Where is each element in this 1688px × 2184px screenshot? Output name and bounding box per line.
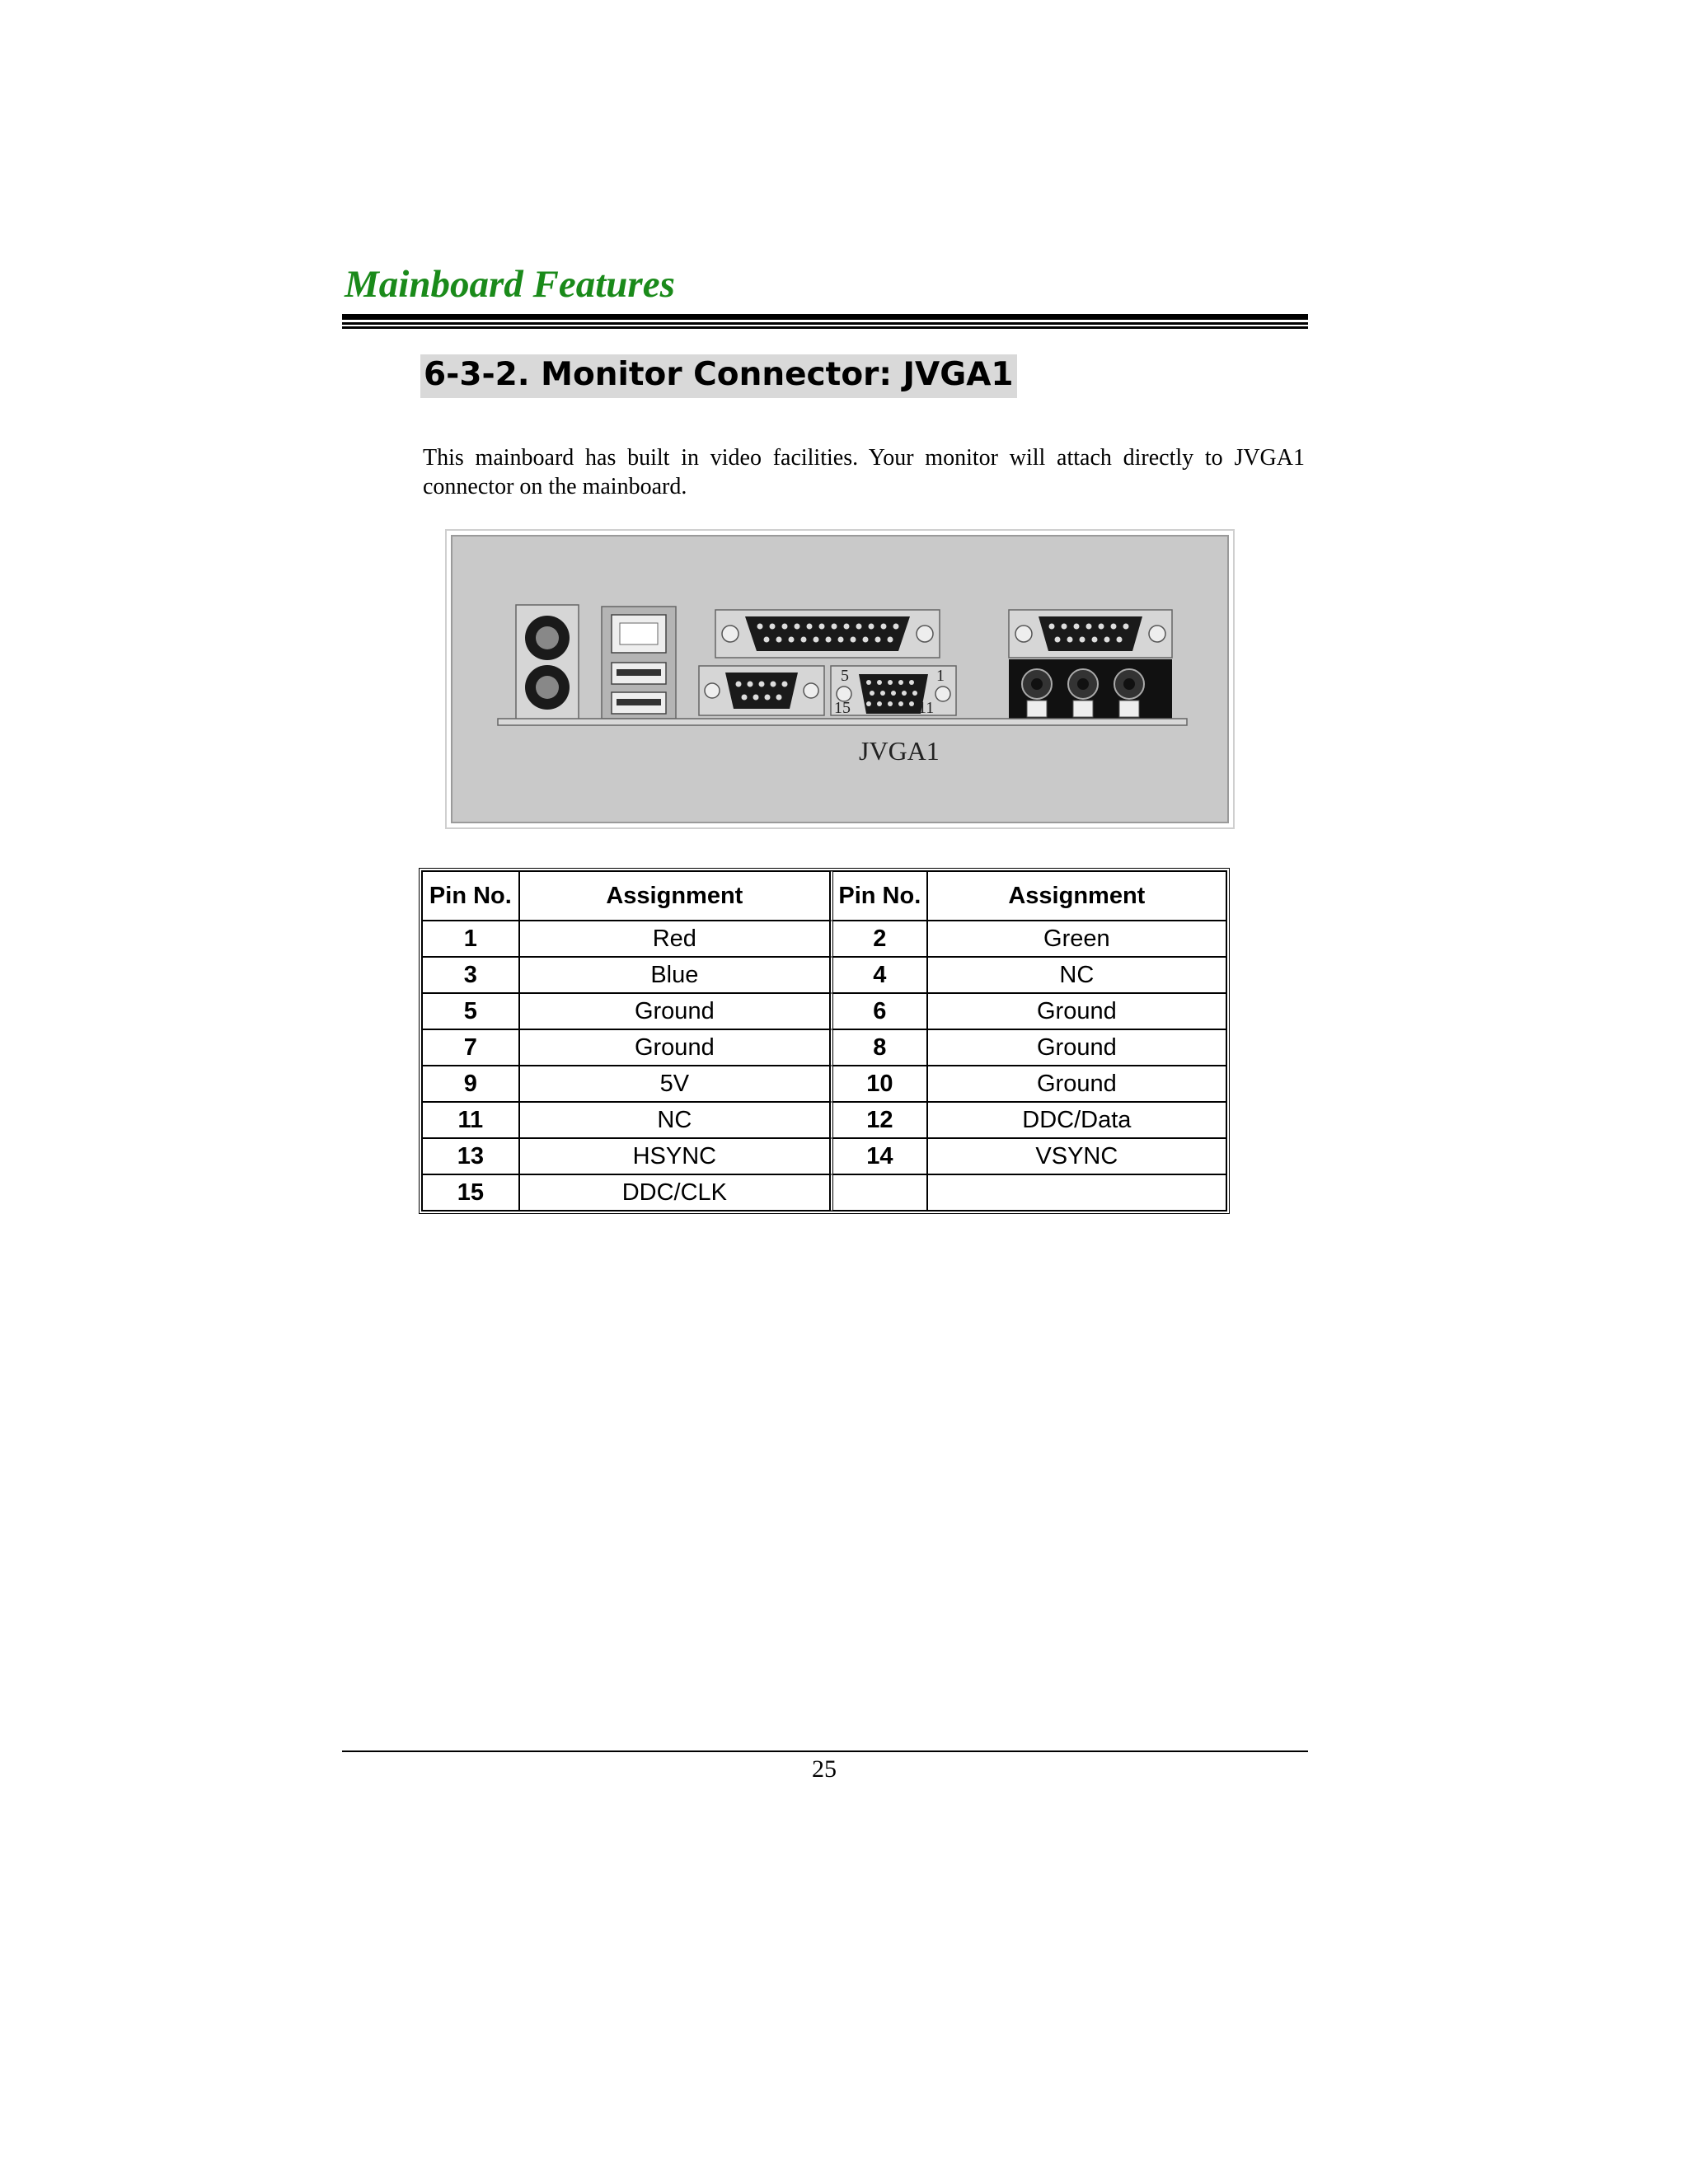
pin-number: 5 bbox=[422, 993, 519, 1029]
pin-assignment: Ground bbox=[927, 1029, 1226, 1066]
lan-usb-ports-icon bbox=[602, 607, 676, 719]
pin-assignment: Ground bbox=[927, 1066, 1226, 1102]
pin-number: 15 bbox=[422, 1174, 519, 1211]
pin-number: 3 bbox=[422, 957, 519, 993]
section-title: 6-3-2. Monitor Connector: JVGA1 bbox=[420, 354, 1017, 398]
game-audio-ports-icon bbox=[1009, 610, 1172, 719]
header-rule-bottom bbox=[342, 326, 1308, 329]
pin-number: 2 bbox=[830, 921, 927, 957]
io-bracket-base bbox=[498, 719, 1187, 725]
pin-assignment: Green bbox=[927, 921, 1226, 957]
ps2-ports-icon bbox=[516, 605, 579, 720]
header-pin-no: Pin No. bbox=[830, 871, 927, 921]
pin-number: 13 bbox=[422, 1138, 519, 1174]
pin-assignment: VSYNC bbox=[927, 1138, 1226, 1174]
pin-assignment-table bbox=[419, 868, 1230, 1214]
pin-number: 6 bbox=[830, 993, 927, 1029]
pin-assignment: Blue bbox=[519, 957, 830, 993]
header-rule-thin bbox=[342, 322, 1308, 325]
pin-assignment: DDC/CLK bbox=[519, 1174, 830, 1211]
page-number: 25 bbox=[812, 1755, 837, 1783]
page-header-title: Mainboard Features bbox=[345, 263, 675, 306]
vga-pin-label-top-right: 1 bbox=[936, 667, 945, 685]
pin-assignment: Ground bbox=[519, 1029, 830, 1066]
pin-assignment: Ground bbox=[927, 993, 1226, 1029]
connector-label: JVGA1 bbox=[859, 736, 940, 766]
pin-assignment: Ground bbox=[519, 993, 830, 1029]
pin-number: 4 bbox=[830, 957, 927, 993]
intro-paragraph: This mainboard has built in video facilities. Your monitor will attach directly to JVGA1 connector on the mainboard. bbox=[423, 445, 1305, 499]
pin-number: 11 bbox=[422, 1102, 519, 1138]
pin-number: 12 bbox=[830, 1102, 927, 1138]
vga-port-icon bbox=[831, 666, 956, 717]
pin-assignment: 5V bbox=[519, 1066, 830, 1102]
pin-assignment: NC bbox=[927, 957, 1226, 993]
pin-number: 9 bbox=[422, 1066, 519, 1102]
pin-number: 8 bbox=[830, 1029, 927, 1066]
table-row bbox=[422, 1029, 1226, 1066]
header-assignment: Assignment bbox=[927, 871, 1226, 921]
pin-assignment: DDC/Data bbox=[927, 1102, 1226, 1138]
pin-number: 7 bbox=[422, 1029, 519, 1066]
vga-pin-label-bottom-left: 15 bbox=[834, 699, 851, 717]
header-rule-thick bbox=[342, 314, 1308, 320]
table-row bbox=[422, 921, 1226, 957]
pin-assignment bbox=[927, 1174, 1226, 1211]
pin-number: 1 bbox=[422, 921, 519, 957]
pin-assignment: HSYNC bbox=[519, 1138, 830, 1174]
header-pin-no: Pin No. bbox=[422, 871, 519, 921]
table-row bbox=[422, 1102, 1226, 1138]
pin-assignment: NC bbox=[519, 1102, 830, 1138]
table-header-row bbox=[422, 871, 1226, 921]
pin-number: 10 bbox=[830, 1066, 927, 1102]
vga-pin-label-top-left: 5 bbox=[841, 667, 849, 685]
table-row bbox=[422, 1066, 1226, 1102]
parallel-port-icon bbox=[715, 610, 940, 658]
vga-pin-label-bottom-right: 11 bbox=[918, 699, 935, 717]
pin-number: 14 bbox=[830, 1138, 927, 1174]
pin-number bbox=[830, 1174, 927, 1211]
table-row bbox=[422, 1174, 1226, 1211]
serial-port-icon bbox=[699, 666, 824, 715]
table-row bbox=[422, 1138, 1226, 1174]
table-row bbox=[422, 993, 1226, 1029]
back-panel-figure bbox=[445, 529, 1235, 829]
pin-assignment: Red bbox=[519, 921, 830, 957]
header-assignment: Assignment bbox=[519, 871, 830, 921]
footer-rule bbox=[342, 1750, 1308, 1752]
table-row bbox=[422, 957, 1226, 993]
